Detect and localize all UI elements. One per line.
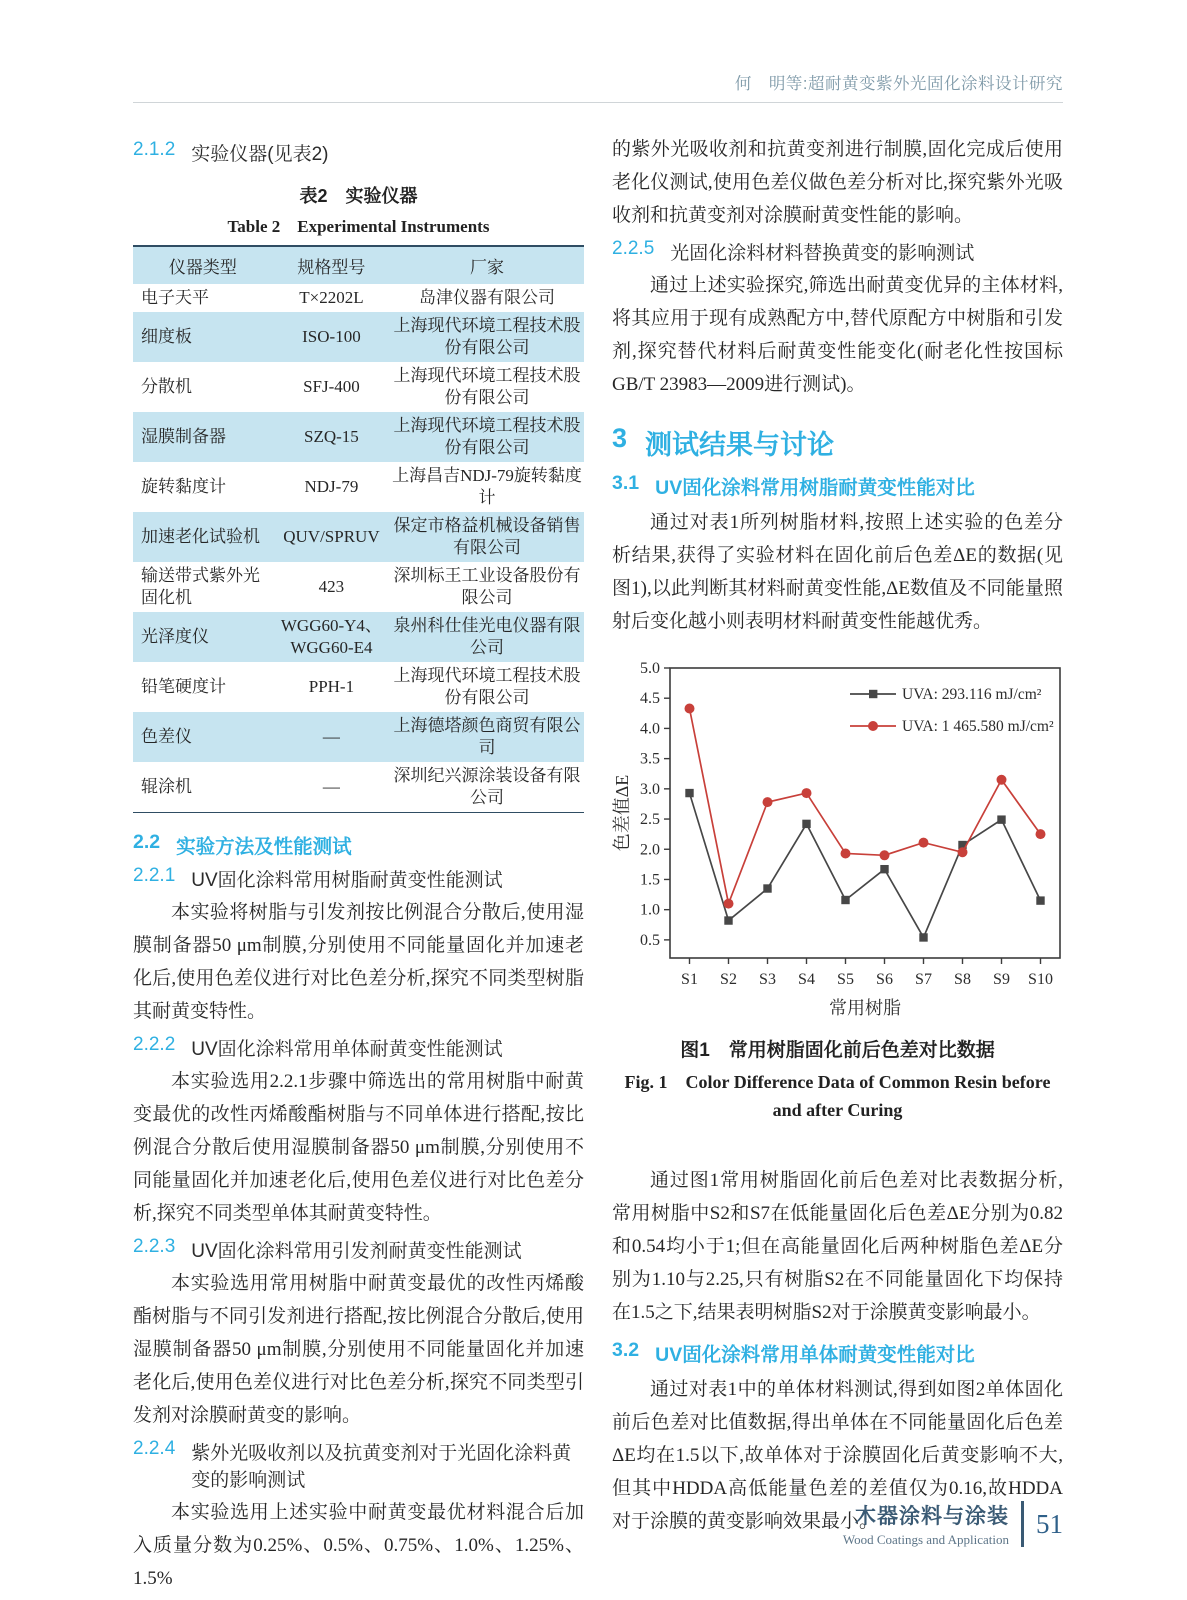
- section-number: 2.1.2: [133, 139, 176, 160]
- table-cell: 细度板: [141, 327, 192, 346]
- table-cell: —: [322, 777, 340, 796]
- table-cell: ISO-100: [302, 327, 361, 346]
- paragraph: 本实验选用常用树脂中耐黄变最优的改性丙烯酸酯树脂与不同引发剂进行搭配,按比例混合分散后,使用湿膜制备器50 μm制膜,分别使用不同能量固化并加速老化后,使用色差仪进行对比色差分析,探究不同类型引发剂对涂膜耐黄变的影响。: [133, 1273, 584, 1426]
- table2-title-en: Table 2 Experimental Instruments: [227, 217, 490, 236]
- data-point: [919, 933, 927, 941]
- journal-name-en: Wood Coatings and Application: [842, 1532, 1009, 1547]
- section-number: 3.1: [612, 472, 640, 494]
- table-cell: 旋转黏度计: [141, 477, 226, 496]
- data-point: [724, 916, 732, 924]
- svg-text:S10: S10: [1028, 971, 1053, 988]
- table-row: [133, 284, 584, 312]
- page-number: 51: [1036, 1508, 1063, 1539]
- svg-text:S2: S2: [720, 971, 737, 988]
- paragraph: 通过图1常用树脂固化前后色差对比表数据分析,常用树脂中S2和S7在低能量固化后色差ΔE分别为0.82和0.54均小于1;但在高能量固化后两种树脂色差ΔE分别为1.10与2.25,只有树脂S2在不同能量固化下均保持在1.5之下,结果表明树脂S2对于涂膜黄变影响最小。: [612, 1170, 1063, 1323]
- figure1-line-chart: [612, 652, 1067, 1024]
- section-title: UV固化涂料常用树脂耐黄变性能测试: [191, 870, 503, 891]
- svg-text:S3: S3: [759, 971, 776, 988]
- series-line: [690, 793, 1041, 937]
- svg-text:4.0: 4.0: [640, 720, 660, 738]
- table-column-header: 厂家: [390, 246, 584, 284]
- table-row: [133, 762, 584, 813]
- journal-name-block: [843, 1500, 1009, 1548]
- section-heading-2-2: [133, 831, 584, 859]
- legend-entry: UVA: 1 465.580 mJ/cm²: [902, 718, 1054, 735]
- data-point: [685, 789, 693, 797]
- data-point: [841, 896, 849, 904]
- table-cell: 上海现代环境工程技术股份有限公司: [393, 366, 581, 407]
- data-point: [802, 788, 812, 798]
- section-heading-3-2: [612, 1339, 1063, 1367]
- table-row: [133, 412, 584, 462]
- experimental-instruments-table: [133, 245, 584, 813]
- svg-text:S8: S8: [954, 971, 971, 988]
- svg-text:3.0: 3.0: [640, 780, 660, 798]
- footer-divider: [1021, 1501, 1024, 1547]
- table-cell: 色差仪: [141, 727, 192, 746]
- table-cell: —: [322, 727, 340, 746]
- data-point: [958, 847, 968, 857]
- section-heading-2-2-1: [133, 865, 584, 892]
- table-cell: 上海昌吉NDJ-79旋转黏度计: [392, 466, 582, 507]
- data-point: [763, 884, 771, 892]
- legend-entry: UVA: 293.116 mJ/cm²: [902, 686, 1042, 703]
- plot-box: [670, 668, 1060, 958]
- table-cell: WGG60-Y4、WGG60-E4: [280, 616, 382, 657]
- section-title: 测试结果与讨论: [645, 430, 835, 460]
- table-head: [133, 246, 584, 284]
- table-cell: 上海现代环境工程技术股份有限公司: [393, 416, 581, 457]
- table-cell: T×2202L: [299, 288, 364, 307]
- figure1: [612, 652, 1063, 1029]
- table-cell: 湿膜制备器: [141, 427, 226, 446]
- section-title: UV固化涂料常用树脂耐黄变性能对比: [655, 477, 975, 499]
- table-column-header: 规格型号: [273, 246, 390, 284]
- section-heading-2-1-2: [133, 139, 584, 166]
- data-point: [685, 703, 695, 713]
- data-point: [997, 815, 1005, 823]
- section-heading-2-2-3: [133, 1236, 584, 1263]
- table-row: [133, 612, 584, 662]
- section-title: UV固化涂料常用单体耐黄变性能测试: [191, 1039, 503, 1060]
- y-axis-label: 色差值ΔE: [612, 774, 632, 852]
- section-number: 3: [612, 423, 628, 453]
- section-title: 光固化涂料材料替换黄变的影响测试: [670, 243, 975, 264]
- paragraph: 通过对表1中的单体材料测试,得到如图2单体固化前后色差对比值数据,得出单体在不同能量固化后色差ΔE均在1.5以下,故单体对于涂膜固化后黄变影响不大,但其中HDDA高低能量色差的差值仅为0.16,故HDDA对于涂膜的黄变影响效果最小。: [612, 1379, 1063, 1532]
- svg-text:2.5: 2.5: [640, 811, 660, 829]
- svg-text:2.0: 2.0: [640, 841, 660, 859]
- svg-text:S1: S1: [681, 971, 698, 988]
- svg-text:S5: S5: [837, 971, 854, 988]
- section-title: 实验方法及性能测试: [176, 836, 352, 858]
- table-cell: 泉州科仕佳光电仪器有限公司: [393, 616, 581, 657]
- table-cell: 加速老化试验机: [141, 527, 260, 546]
- data-point: [880, 850, 890, 860]
- table-cell: SZQ-15: [304, 427, 359, 446]
- svg-text:4.5: 4.5: [640, 690, 660, 708]
- table2-block: [133, 182, 584, 813]
- table-cell: 铅笔硬度计: [141, 677, 226, 696]
- section-title: UV固化涂料常用单体耐黄变性能对比: [655, 1344, 975, 1366]
- data-point: [724, 899, 734, 909]
- data-point: [763, 797, 773, 807]
- section-number: 2.2.3: [133, 1236, 176, 1257]
- svg-text:1.5: 1.5: [640, 871, 660, 889]
- table-row: [133, 662, 584, 712]
- section-title: UV固化涂料常用引发剂耐黄变性能测试: [191, 1241, 522, 1262]
- paragraph: 本实验将树脂与引发剂按比例混合分散后,使用湿膜制备器50 μm制膜,分别使用不同能量固化并加速老化后,使用色差仪进行对比色差分析,探究不同类型树脂其耐黄变特性。: [133, 902, 584, 1022]
- table-cell: 深圳标王工业设备股份有限公司: [393, 566, 581, 607]
- section-number: 2.2.4: [133, 1438, 176, 1459]
- section-number: 2.2.5: [612, 238, 655, 259]
- svg-text:S6: S6: [876, 971, 893, 988]
- svg-text:S4: S4: [798, 971, 815, 988]
- table-row: [133, 362, 584, 412]
- data-point: [802, 820, 810, 828]
- data-point: [1036, 829, 1046, 839]
- section-heading-3: [612, 423, 1063, 462]
- section-heading-2-2-5: [612, 238, 1063, 265]
- table-column-header: 仪器类型: [133, 246, 273, 284]
- paragraph-carryover: 的紫外光吸收剂和抗黄变剂进行制膜,固化完成后使用老化仪测试,使用色差仪做色差分析对比,探究紫外光吸收剂和抗黄变剂对涂膜耐黄变性能的影响。: [612, 139, 1063, 226]
- table-cell: QUV/SPRUV: [283, 527, 380, 546]
- table-row: [133, 512, 584, 562]
- table-body: [133, 284, 584, 813]
- table-row: [133, 562, 584, 612]
- series-line: [690, 708, 1041, 903]
- section-heading-3-1: [612, 472, 1063, 500]
- section-heading-2-2-4: [133, 1438, 584, 1492]
- svg-text:S7: S7: [915, 971, 932, 988]
- table2-title-zh: 表2 实验仪器: [299, 186, 418, 206]
- svg-text:0.5: 0.5: [640, 931, 660, 949]
- table-cell: 保定市格益机械设备销售有限公司: [393, 516, 581, 557]
- paragraph: 本实验选用2.2.1步骤中筛选出的常用树脂中耐黄变最优的改性丙烯酸酯树脂与不同单体进行搭配,按比例混合分散后使用湿膜制备器50 μm制膜,分别使用不同能量固化并加速老化后,使用色差仪进行对比色差分析,探究不同类型单体其耐黄变特性。: [133, 1071, 584, 1224]
- table-cell: PPH-1: [308, 677, 355, 696]
- table-cell: 深圳纪兴源涂装设备有限公司: [393, 766, 581, 807]
- table-cell: NDJ-79: [304, 477, 359, 496]
- page-footer: [843, 1500, 1063, 1548]
- x-axis-label: 常用树脂: [829, 998, 901, 1018]
- svg-text:S9: S9: [993, 971, 1010, 988]
- svg-text:5.0: 5.0: [640, 660, 660, 677]
- paragraph: 通过对表1所列树脂材料,按照上述实验的色差分析结果,获得了实验材料在固化前后色差ΔE的数据(见图1),以此判断其材料耐黄变性能,ΔE数值及不同能量照射后变化越小则表明材料耐黄变性能越优秀。: [612, 512, 1063, 632]
- figure1-caption-zh: 图1 常用树脂固化前后色差对比数据: [680, 1040, 995, 1061]
- table-row: [133, 312, 584, 362]
- two-column-layout: [133, 133, 1063, 1597]
- section-number: 2.2: [133, 831, 161, 853]
- svg-text:1.0: 1.0: [640, 901, 660, 919]
- table-cell: 上海现代环境工程技术股份有限公司: [393, 666, 581, 707]
- table-cell: SFJ-400: [303, 377, 360, 396]
- table-row: [133, 462, 584, 512]
- table-row: [133, 712, 584, 762]
- data-point: [1036, 896, 1044, 904]
- table-cell: 电子天平: [141, 288, 209, 307]
- table-header-row: [133, 246, 584, 284]
- table-cell: 辊涂机: [141, 777, 192, 796]
- table-cell: 光泽度仪: [141, 627, 209, 646]
- section-number: 2.2.1: [133, 865, 176, 886]
- data-point: [997, 775, 1007, 785]
- data-point: [841, 848, 851, 858]
- section-title: 实验仪器(见表2): [191, 144, 329, 165]
- table-cell: 上海现代环境工程技术股份有限公司: [393, 316, 581, 357]
- right-column: [612, 133, 1063, 1597]
- table-cell: 分散机: [141, 377, 192, 396]
- data-point: [919, 838, 929, 848]
- data-point: [880, 865, 888, 873]
- paragraph: 本实验选用上述实验中耐黄变最优材料混合后加入质量分数为0.25%、0.5%、0.75%、1.0%、1.25%、1.5%: [133, 1502, 584, 1589]
- table-cell: 岛津仪器有限公司: [419, 288, 556, 307]
- table-cell: 423: [318, 577, 345, 596]
- journal-name-zh: 木器涂料与涂装: [855, 1505, 1009, 1528]
- figure1-caption-en: Fig. 1 Color Difference Data of Common Resin before and after Curing: [624, 1072, 1051, 1120]
- table-cell: 上海德塔颜色商贸有限公司: [393, 716, 581, 757]
- section-heading-2-2-2: [133, 1034, 584, 1061]
- paragraph: 通过上述实验探究,筛选出耐黄变优异的主体材料,将其应用于现有成熟配方中,替代原配方中树脂和引发剂,探究替代材料后耐黄变性能变化(耐老化性按国标GB/T 23983—2009进行测试)。: [612, 275, 1063, 395]
- section-title: 紫外光吸收剂以及抗黄变剂对于光固化涂料黄变的影响测试: [191, 1443, 572, 1491]
- section-number: 2.2.2: [133, 1034, 176, 1055]
- running-header: 何 明等:超耐黄变紫外光固化涂料设计研究: [133, 70, 1063, 103]
- section-number: 3.2: [612, 1339, 640, 1361]
- table-cell: 输送带式紫外光固化机: [141, 566, 260, 607]
- left-column: [133, 133, 584, 1597]
- svg-text:3.5: 3.5: [640, 750, 660, 768]
